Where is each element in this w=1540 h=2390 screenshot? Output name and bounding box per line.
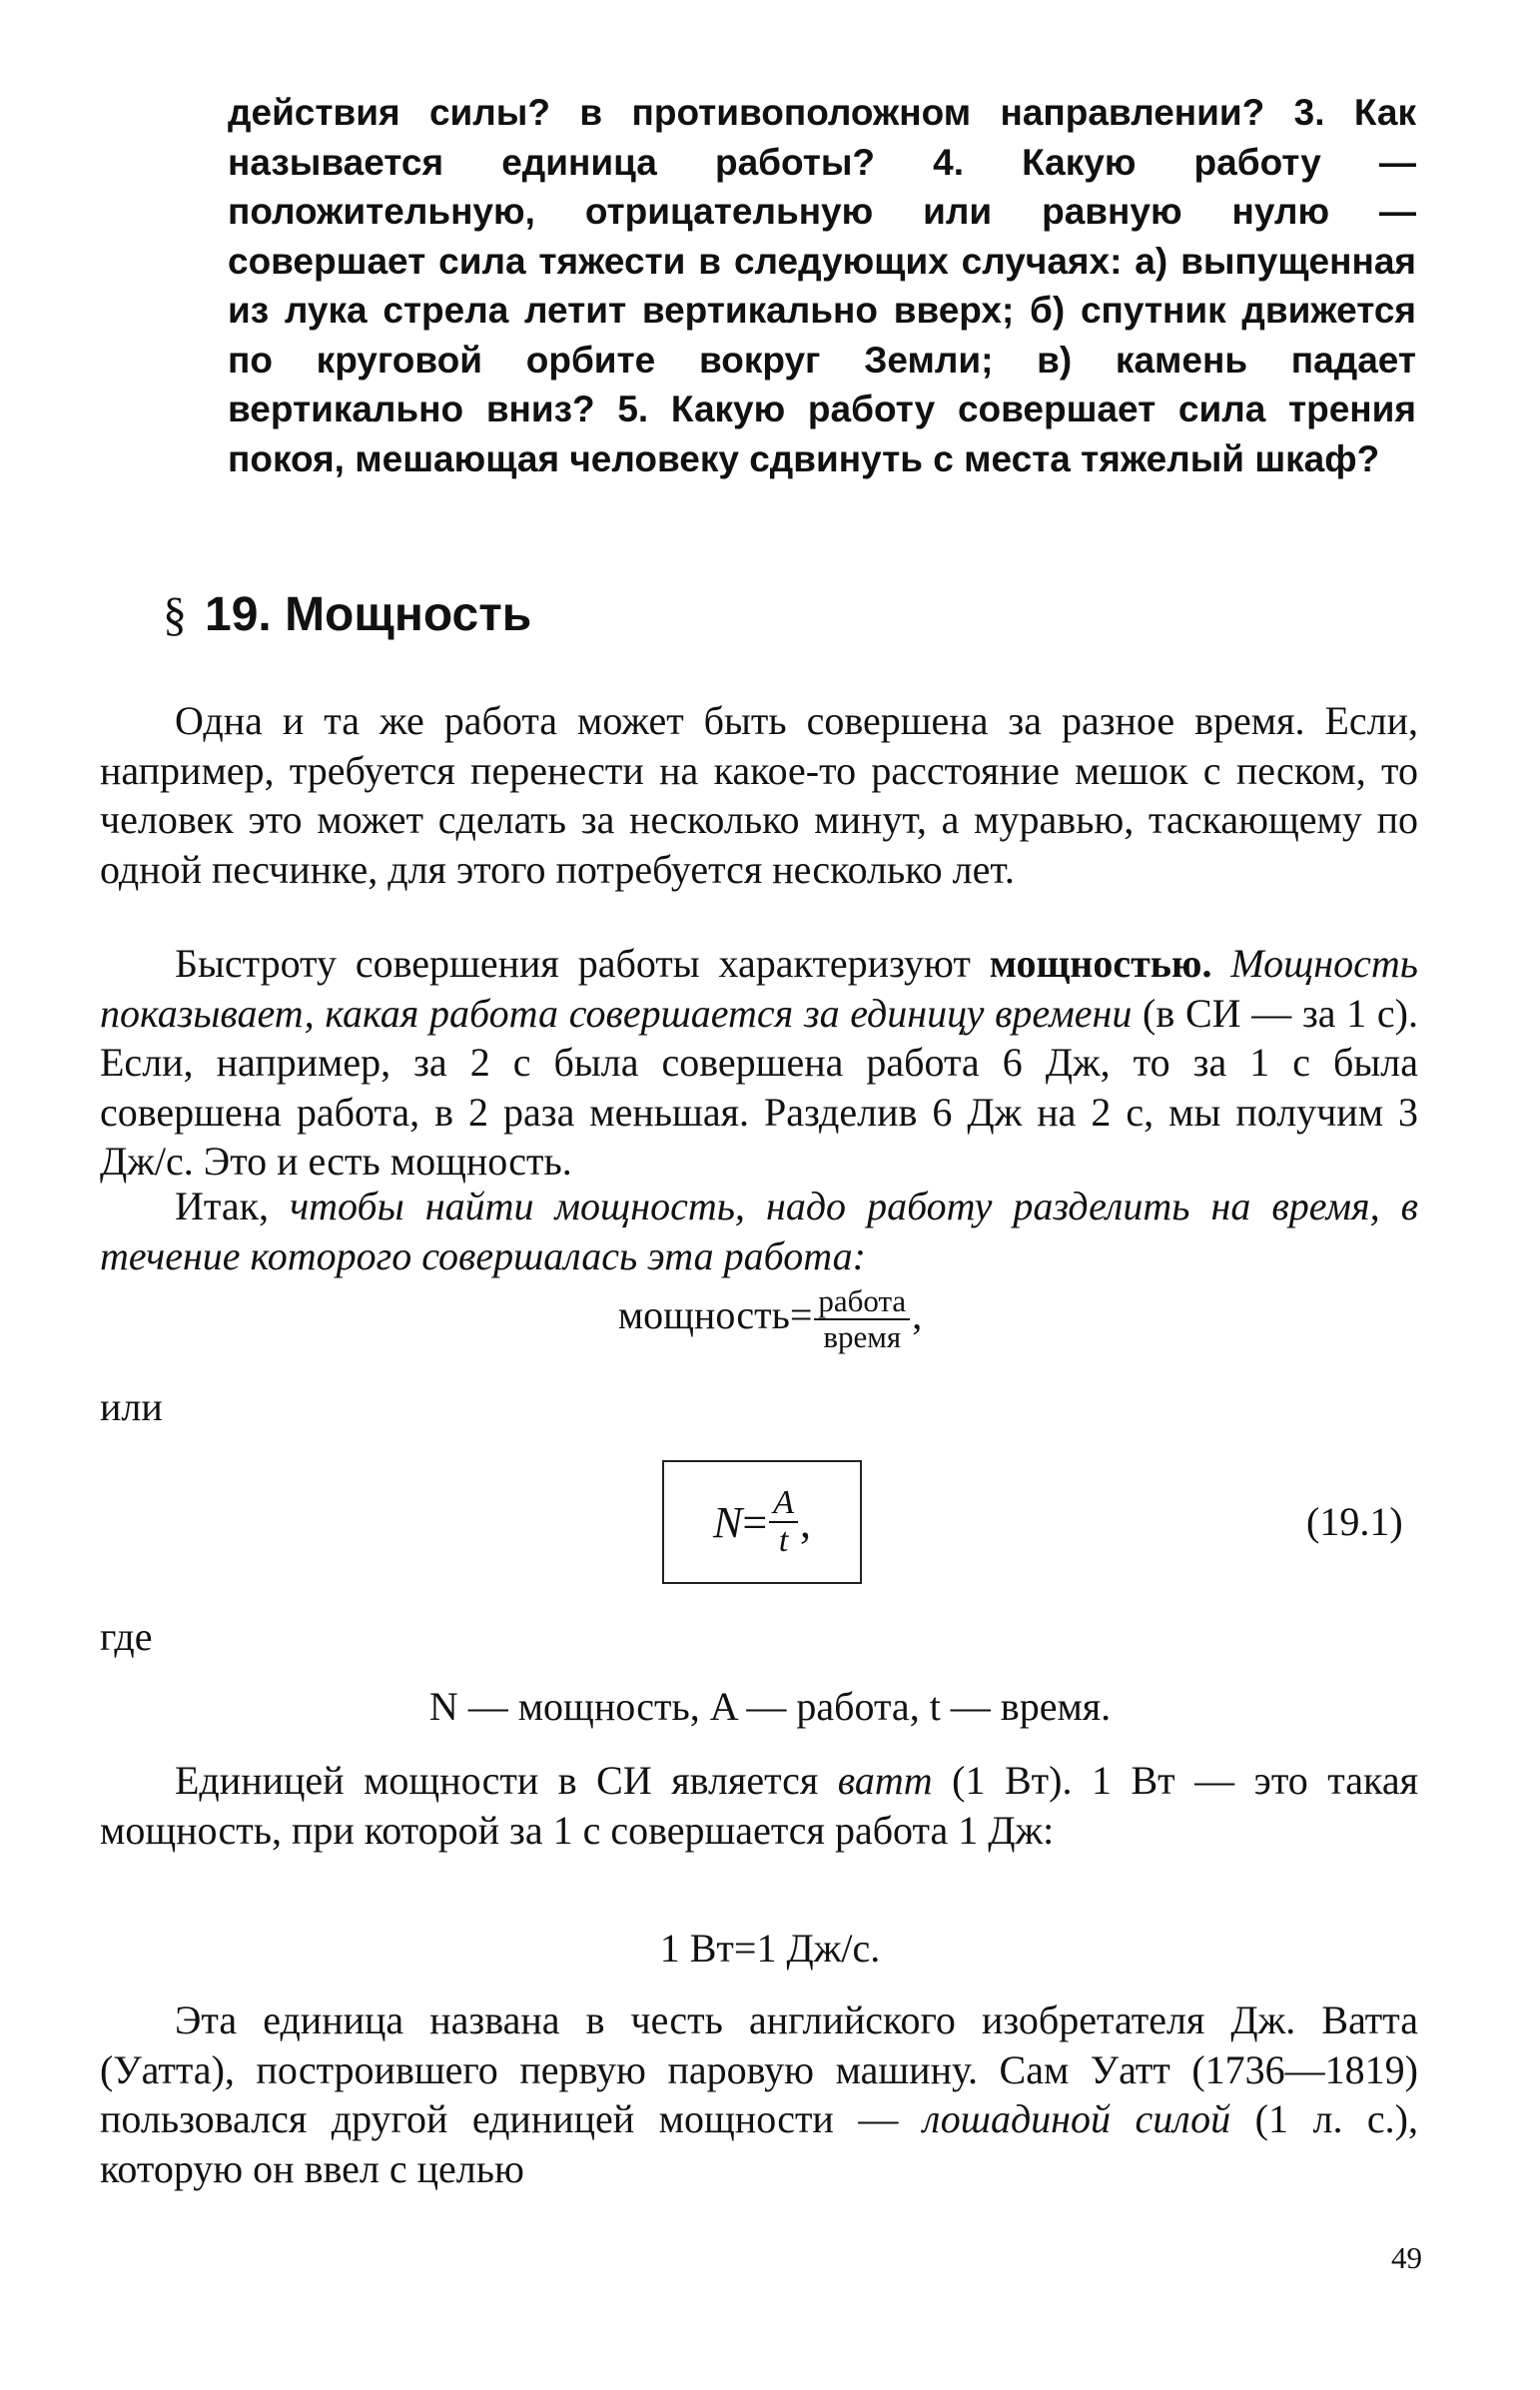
paragraph-definition [100,939,1418,1187]
formula-fraction [769,1485,798,1559]
section-heading [163,587,531,642]
boxed-formula [662,1460,862,1584]
formula-lhs: мощность [617,1292,790,1338]
paragraph-conclusion [100,1182,1418,1280]
paragraph-text-continued: (1 Вт). 1 Вт — это такая мощность, при которой за 1 с совершается работа 1 Дж: [100,1758,1419,1853]
fraction-numerator: работа [814,1284,910,1320]
unit-equation: 1 Вт=1 Дж/с. [659,1926,881,1971]
definition-italic: Мощность показывает, какая работа совершается за единицу времени [100,941,1418,1036]
label-where: где [100,1614,153,1659]
paragraph-text: Единицей мощности в СИ является [175,1758,838,1803]
term-power: мощностью. [989,941,1212,986]
paragraph-history [100,1995,1418,2193]
paragraph-text-continued: (в СИ — за 1 с). Если, например, за 2 с была совершена работа 6 Дж, то за 1 с была совершена работа, в 2 раза меньшая. Разделив 6 Дж на 2 с, мы получим 3 Дж/с. Это и есть мощность. [100,990,1419,1184]
paragraph-text: Эта единица названа в честь английского изобретателя Дж. Ватта (Уатта), построившего первую паровую машину. Сам Уатт (1736—1819) пользовался другой единицей мощности — [100,1997,1418,2141]
formula-equals: = [742,1497,768,1547]
section-title-text: 19. Мощность [205,588,532,641]
paragraph-text: Быстроту совершения работы характеризуют [175,941,990,986]
page-number: 49 [1391,2240,1422,2275]
unit-watt: ватт [837,1758,933,1803]
formula-fraction [814,1284,910,1354]
fraction-denominator: t [778,1522,789,1559]
formula-words [0,1284,1540,1354]
paragraph-intro [100,696,1418,894]
formula-equals: = [789,1292,813,1338]
formula-legend: N — мощность, A — работа, t — время. [428,1684,1112,1729]
section-sign: § [163,588,187,641]
formula-comma: , [799,1497,811,1547]
formula-comma: , [912,1292,923,1338]
term-horsepower: лошадиной силой [922,2096,1231,2141]
equation-number: (19.1) [1306,1499,1403,1544]
fraction-numerator: A [769,1485,798,1523]
paragraph-text-continued: (1 л. с.), которую он ввел с целью [100,2096,1418,2191]
formula-lhs: N [713,1497,743,1547]
rule-italic: чтобы найти мощность, надо работу разделить на время, в течение которого совершалась эта работа: [100,1184,1418,1278]
paragraph-unit [100,1756,1418,1855]
review-questions: действия силы? в противоположном направлении? 3. Как называется единица работы? 4. Какую работу — положительную, отрицательную или равную нулю — совершает сила тяжести в следующих случаях: а) выпущенная из лука стрела летит вертикально вверх; б) спутник движется по круговой орбите вокруг Земли; в) камень падает вертикально вниз? 5. Какую работу совершает сила трения покоя, мешающая человеку сдвинуть с места тяжелый шкаф? [228,92,1416,479]
paragraph-text: Одна и та же работа может быть совершена за разное время. Если, например, требуется перенести на какое-то расстояние мешок с песком, то человек это может сделать за несколько минут, а муравью, таскающему по одной песчинке, для этого потребуется несколько лет. [100,698,1418,892]
fraction-denominator: время [823,1319,902,1354]
paragraph-text: Итак, [175,1184,291,1228]
label-or: или [100,1384,163,1429]
